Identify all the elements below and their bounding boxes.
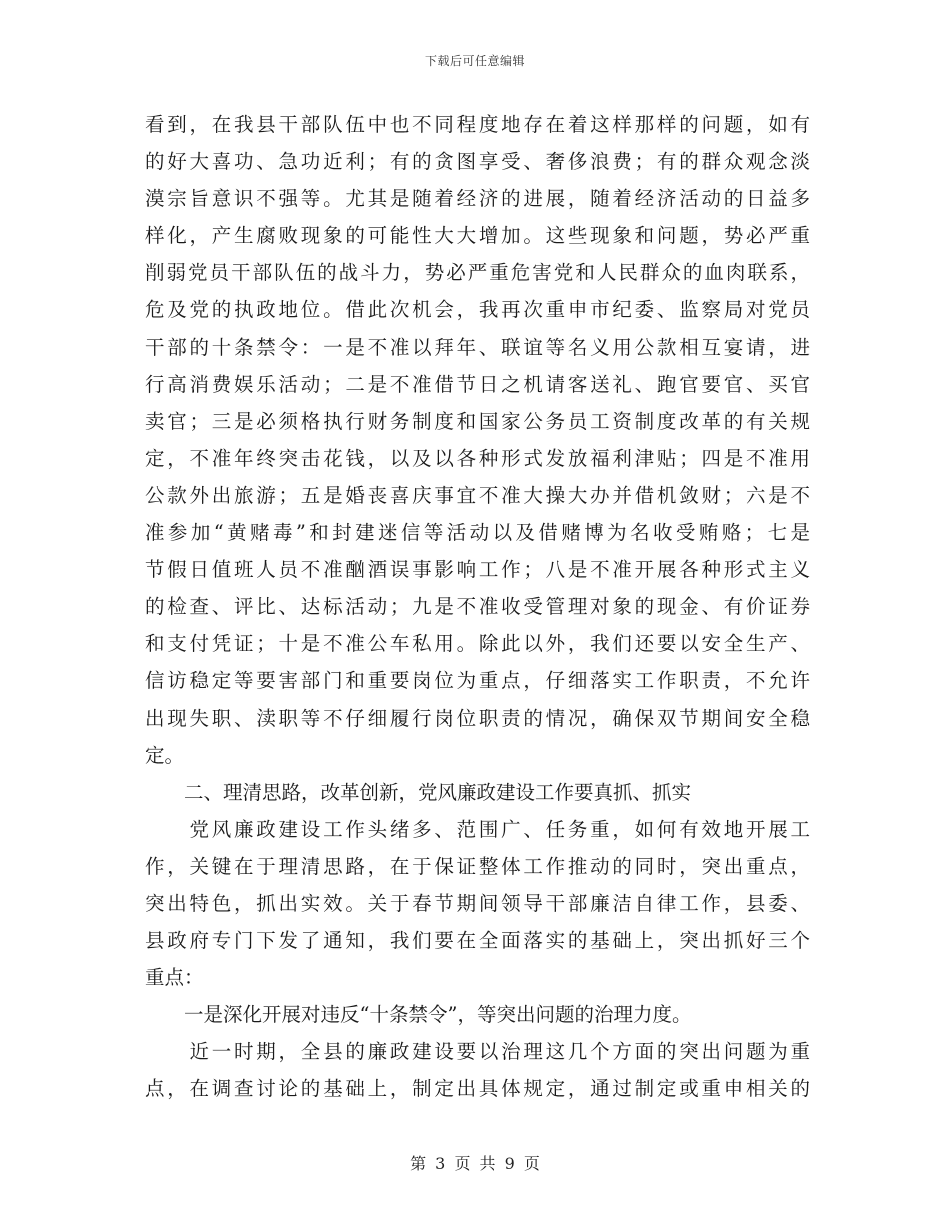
page-header: 下载后可任意编辑 [424,54,525,68]
text-line: 党风廉政建设工作头绪多、范围广、任务重，如何有效地开展工 [145,817,810,841]
text-line: 看到，在我县干部队伍中也不同程度地存在着这样那样的问题，如有 [145,113,810,136]
document-body [145,106,810,1108]
text-line: 行高消费娱乐活动；二是不准借节日之机请客送礼、跑官要官、买官 [145,372,810,396]
text-line: 县政府专门下发了通知，我们要在全面落实的基础上，突出抓好三个 [145,929,810,953]
text-line: 准参加“黄赌毒”和封建迷信等活动以及借赌博为名收受贿赂；七是 [145,521,810,545]
text-line: 定。 [145,743,185,767]
section-heading: 二、理清思路，改革创新，党风廉政建设工作要真抓、抓实 [145,780,692,804]
text-line: 节假日值班人员不准酗酒误事影响工作；八是不准开展各种形式主义 [145,558,810,582]
text-line: 一是深化开展对违反“十条禁令”，等突出问题的治理力度。 [145,1003,692,1027]
text-line: 作，关键在于理清思路，在于保证整体工作推动的同时，突出重点， [145,854,810,878]
text-line: 漠宗旨意识不强等。尤其是随着经济的进展，随着经济活动的日益多 [145,187,810,211]
text-line: 公款外出旅游；五是婚丧喜庆事宜不准大操大办并借机敛财；六是不 [145,483,810,507]
text-line: 重点： [145,966,204,990]
text-line: 削弱党员干部队伍的战斗力，势必严重危害党和人民群众的血肉联系， [145,261,810,285]
text-line: 和支付凭证；十是不准公车私用。除此以外，我们还要以安全生产、 [145,632,810,656]
text-line: 卖官；三是必须格执行财务制度和国家公务员工资制度改革的有关规 [145,409,810,433]
text-line: 信访稳定等要害部门和重要岗位为重点，仔细落实工作职责，不允许 [145,669,810,693]
text-line: 危及党的执政地位。借此次机会，我再次重申市纪委、监察局对党员 [145,298,810,322]
text-line: 样化，产生腐败现象的可能性大大增加。这些现象和问题，势必严重 [145,224,810,248]
text-line: 的检查、评比、达标活动；九是不准收受管理对象的现金、有价证券 [145,595,810,619]
text-line: 的好大喜功、急功近利；有的贪图享受、奢侈浪费；有的群众观念淡 [145,150,810,174]
text-line: 点，在调查讨论的基础上，制定出具体规定，通过制定或重申相关的 [145,1077,810,1101]
text-line: 出现失职、渎职等不仔细履行岗位职责的情况，确保双节期间安全稳 [145,706,810,730]
text-line: 近一时期，全县的廉政建设要以治理这几个方面的突出问题为重 [145,1040,810,1064]
text-line: 突出特色，抓出实效。关于春节期间领导干部廉洁自律工作，县委、 [145,891,810,915]
text-line: 定，不准年终突击花钱，以及以各种形式发放福利津贴；四是不准用 [145,446,810,470]
text-line: 干部的十条禁令：一是不准以拜年、联谊等名义用公款相互宴请，进 [145,335,810,359]
page-number-footer: 第 3 页 共 9 页 [410,1154,540,1173]
